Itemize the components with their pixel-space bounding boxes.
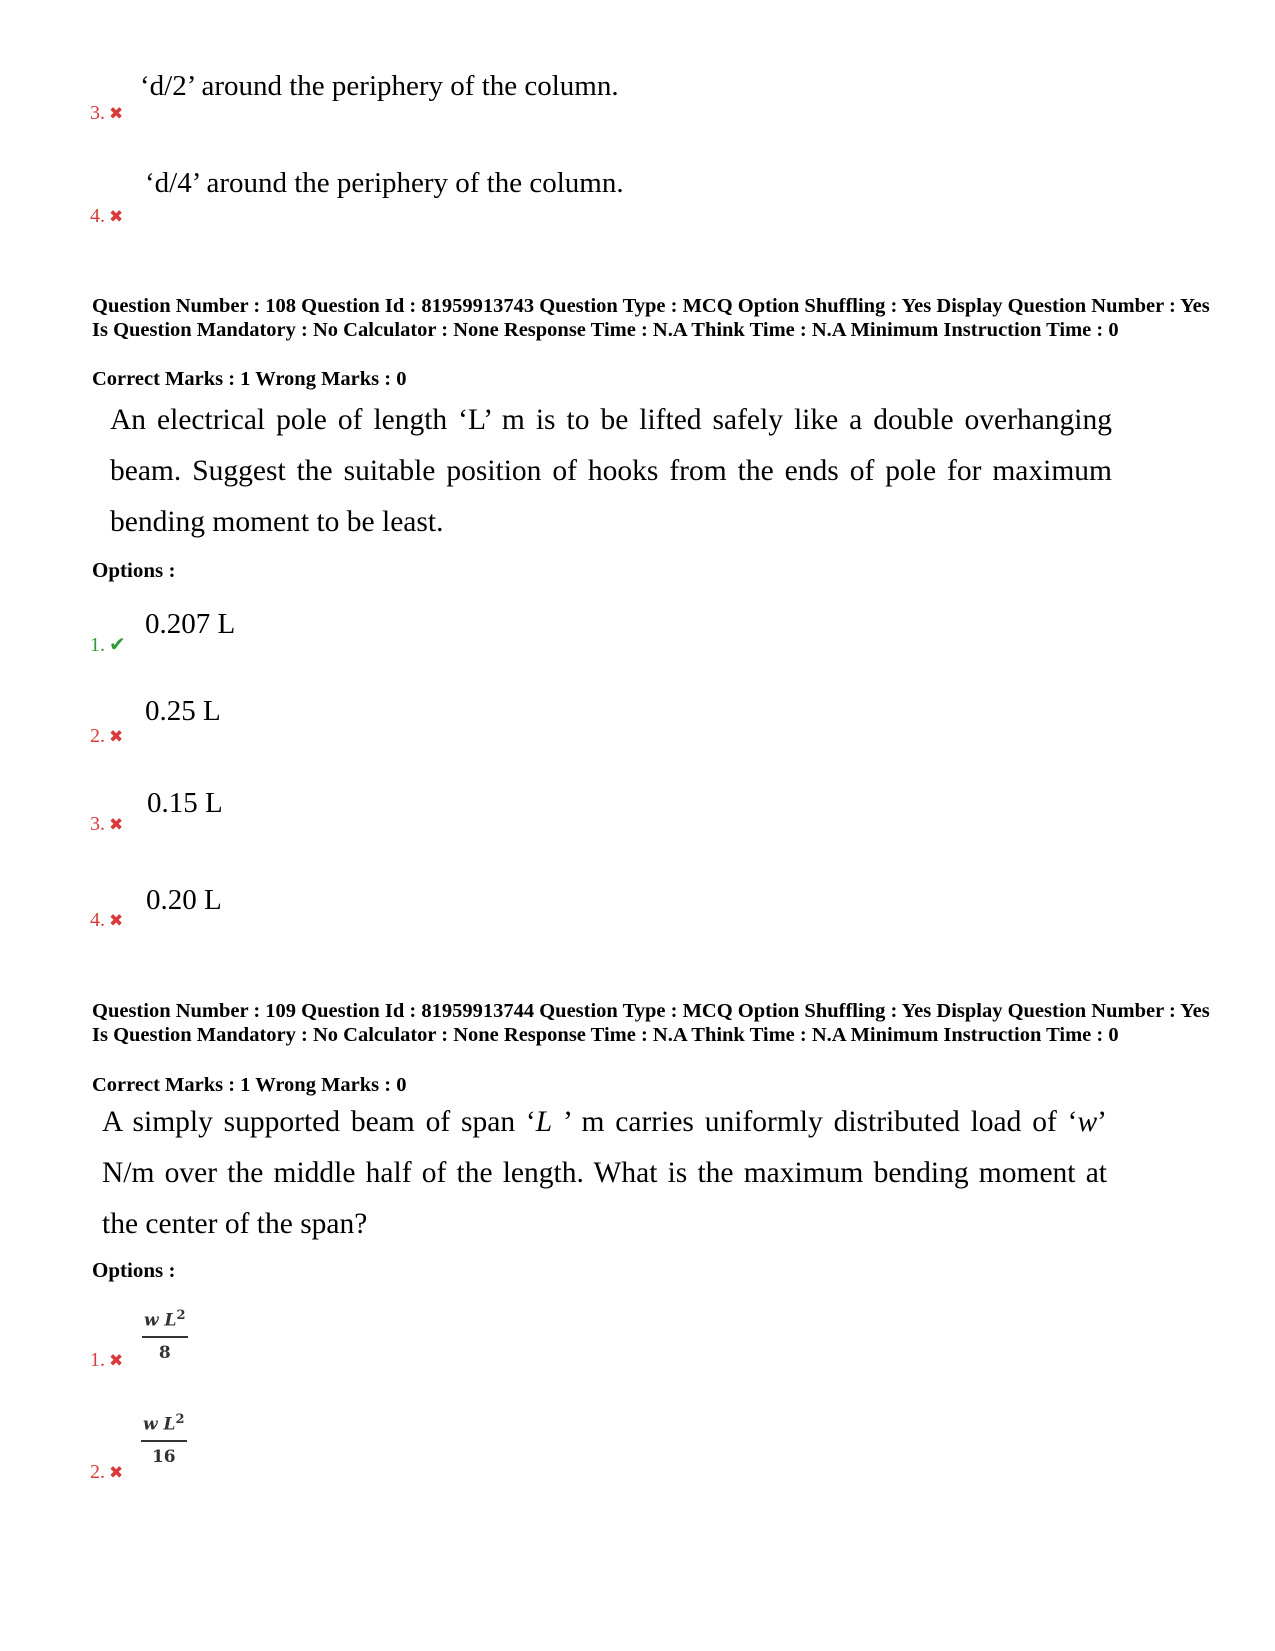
wrong-icon: ✖: [109, 1463, 124, 1482]
option-marker: [90, 632, 126, 657]
option-marker: [90, 725, 123, 748]
question-text-part: ’ m carries uniformly distributed load of ‘: [552, 1106, 1078, 1138]
option-number: 3.: [90, 813, 105, 835]
wrong-icon: ✖: [109, 815, 124, 834]
option-marker: [90, 102, 123, 125]
option-text: 0.25 L: [145, 695, 221, 727]
wrong-icon: ✖: [109, 104, 124, 123]
numerator-text: w L: [143, 1414, 176, 1435]
question-text: [102, 1097, 1107, 1250]
formula-fraction: [142, 1308, 188, 1363]
fraction-numerator: [142, 1308, 188, 1338]
fraction-denominator: 8: [158, 1342, 171, 1363]
option-number: 2.: [90, 725, 105, 747]
question-marks: Correct Marks : 1 Wrong Marks : 0: [92, 368, 407, 390]
option-number: 1.: [90, 1349, 105, 1371]
formula-fraction: [141, 1412, 187, 1467]
option-number: 4.: [90, 205, 105, 227]
option-text: 0.207 L: [145, 608, 236, 640]
options-label: Options :: [92, 1258, 176, 1282]
option-marker: [90, 205, 123, 228]
option-number: 3.: [90, 102, 105, 124]
option-text: 0.15 L: [147, 787, 223, 819]
wrong-icon: ✖: [109, 1351, 124, 1370]
option-marker: [90, 1461, 123, 1484]
option-number: 2.: [90, 1461, 105, 1483]
question-marks: Correct Marks : 1 Wrong Marks : 0: [92, 1074, 407, 1096]
options-label: Options :: [92, 558, 176, 582]
variable-w: w: [1077, 1106, 1098, 1138]
option-marker: [90, 813, 123, 836]
checkmark-icon: ✔: [109, 634, 126, 656]
wrong-icon: ✖: [109, 911, 124, 930]
option-text: 0.20 L: [146, 884, 222, 916]
option-number: 1.: [90, 634, 105, 656]
wrong-icon: ✖: [109, 727, 124, 746]
exponent: 2: [175, 1412, 185, 1427]
question-text: An electrical pole of length ‘L’ m is to be lifted safely like a double overhanging beam. Suggest the suitable position of hooks from the ends of pole for maximum bending moment to be least.: [110, 404, 1112, 538]
option-marker: [90, 909, 123, 932]
numerator-text: w L: [144, 1310, 177, 1331]
question-meta: Question Number : 108 Question Id : 81959913743 Question Type : MCQ Option Shuffling : Yes Display Question Number : Yes Is Question Mandatory : No Calculator : None Response Time : N.A Think Time : N.A Minimum Instruction Time : 0: [92, 295, 1210, 341]
exponent: 2: [176, 1308, 186, 1323]
fraction-denominator: 16: [151, 1446, 176, 1467]
question-text-part: A simply supported beam of span ‘: [102, 1106, 536, 1138]
question-meta: Question Number : 109 Question Id : 81959913744 Question Type : MCQ Option Shuffling : Yes Display Question Number : Yes Is Question Mandatory : No Calculator : None Response Time : N.A Think Time : N.A Minimum Instruction Time : 0: [92, 1000, 1210, 1046]
option-marker: [90, 1349, 123, 1372]
fraction-numerator: [141, 1412, 187, 1442]
wrong-icon: ✖: [109, 207, 124, 226]
option-text: ‘d/4’ around the periphery of the column.: [145, 167, 624, 199]
option-text: ‘d/2’ around the periphery of the column.: [140, 70, 619, 102]
option-number: 4.: [90, 909, 105, 931]
variable-L: L: [535, 1106, 553, 1138]
question-text-part: ’ N/m over the middle half of the length. What is the maximum bending moment at the center of the span?: [102, 1106, 1107, 1240]
